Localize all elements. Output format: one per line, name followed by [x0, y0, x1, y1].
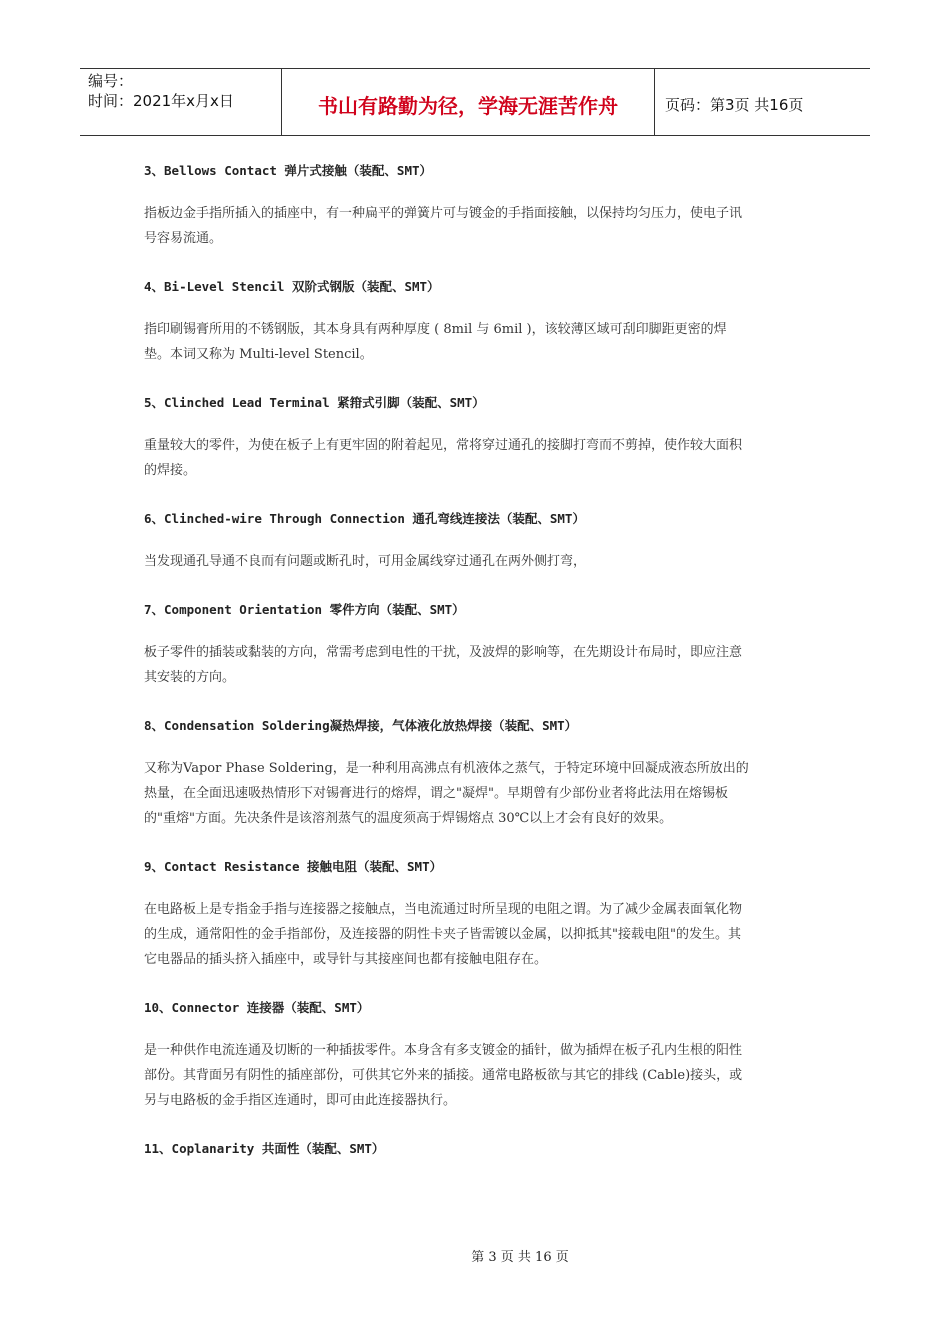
section-8 — [144, 715, 814, 856]
section-text-line: 的"重熔"方面。先决条件是该溶剂蒸气的温度须高于焊锡熔点 30℃以上才会有良好的效果。 — [144, 811, 673, 826]
section-text-line: 号容易流通。 — [144, 231, 223, 246]
section-heading: 11、Coplanarity 共面性（装配、SMT） — [144, 1141, 385, 1156]
section-text-line: 垫。本词又称为 Multi-level Stencil。 — [144, 347, 373, 362]
section-text-line: 的生成，通常阳性的金手指部份，及连接器的阴性卡夹子皆需镀以金属，以抑抵其"接载电阻"的发生。其 — [144, 927, 741, 942]
section-9 — [144, 856, 814, 997]
section-heading: 10、Connector 连接器（装配、SMT） — [144, 1000, 370, 1015]
header-motto: 书山有路勤为径，学海无涯苦作舟 — [282, 69, 655, 135]
section-6 — [144, 508, 814, 599]
section-11 — [144, 1138, 814, 1160]
document-body — [144, 160, 814, 1160]
section-heading: 9、Contact Resistance 接触电阻（装配、SMT） — [144, 859, 443, 874]
section-text-line: 当发现通孔导通不良而有问题或断孔时，可用金属线穿过通孔在两外侧打弯， — [144, 554, 587, 569]
section-4 — [144, 276, 814, 392]
section-text-line: 又称为Vapor Phase Soldering，是一种利用高沸点有机液体之蒸气，于特定环境中回凝成液态所放出的 — [144, 761, 749, 776]
section-text-line: 是一种供作电流连通及切断的一种插拔零件。本身含有多支镀金的插针，做为插焊在板子孔内生根的阳性 — [144, 1043, 743, 1058]
document-date-label: 时间：2021年x月x日 — [88, 92, 234, 110]
section-10 — [144, 997, 814, 1138]
section-text-line: 部份。其背面另有阴性的插座部份，可供其它外来的插接。通常电路板欲与其它的排线 (Cable)接头，或 — [144, 1068, 743, 1083]
page-footer: 第 3 页 共 16 页 — [471, 1250, 569, 1265]
section-text-line: 在电路板上是专指金手指与连接器之接触点，当电流通过时所呈现的电阻之谓。为了减少金属表面氧化物 — [144, 902, 743, 917]
section-text-line: 板子零件的插装或黏装的方向，常需考虑到电性的干扰，及波焊的影响等，在先期设计布局时，即应注意 — [144, 645, 743, 660]
section-5 — [144, 392, 814, 508]
section-text-line: 它电器品的插头挤入插座中，或导针与其接座间也都有接触电阻存在。 — [144, 952, 548, 967]
section-text-line: 指印刷锡膏所用的不锈钢版，其本身具有两种厚度 ( 8mil 与 6mil )，该较薄区域可刮印脚距更密的焊 — [144, 322, 727, 337]
section-heading: 5、Clinched Lead Terminal 紧箝式引脚（装配、SMT） — [144, 395, 485, 410]
section-heading: 3、Bellows Contact 弹片式接触（装配、SMT） — [144, 163, 433, 178]
section-text-line: 其安装的方向。 — [144, 670, 236, 685]
section-heading: 4、Bi-Level Stencil 双阶式钢版（装配、SMT） — [144, 279, 440, 294]
header-info-cell — [80, 69, 282, 135]
section-text-line: 热量，在全面迅速吸热情形下对锡膏进行的熔焊，谓之"凝焊"。早期曾有少部份业者将此法用在熔锡板 — [144, 786, 728, 801]
document-number-label: 编号： — [88, 72, 134, 90]
header-page-label: 页码：第3页 共16页 — [665, 95, 804, 114]
section-text-line: 的焊接。 — [144, 463, 197, 478]
section-heading: 7、Component Orientation 零件方向（装配、SMT） — [144, 602, 465, 617]
section-heading: 8、Condensation Soldering凝热焊接，气体液化放热焊接（装配、SMT） — [144, 718, 578, 733]
section-7 — [144, 599, 814, 715]
section-text-line: 重量较大的零件，为使在板子上有更牢固的附着起见，常将穿过通孔的接脚打弯而不剪掉，使作较大面积 — [144, 438, 743, 453]
section-text-line: 指板边金手指所插入的插座中，有一种扁平的弹簧片可与镀金的手指面接触，以保持均匀压力，使电子讯 — [144, 206, 743, 221]
section-text-line: 另与电路板的金手指区连通时，即可由此连接器执行。 — [144, 1093, 457, 1108]
page-header — [80, 68, 870, 136]
section-heading: 6、Clinched-wire Through Connection 通孔弯线连接法（装配、SMT） — [144, 511, 585, 526]
section-3 — [144, 160, 814, 276]
